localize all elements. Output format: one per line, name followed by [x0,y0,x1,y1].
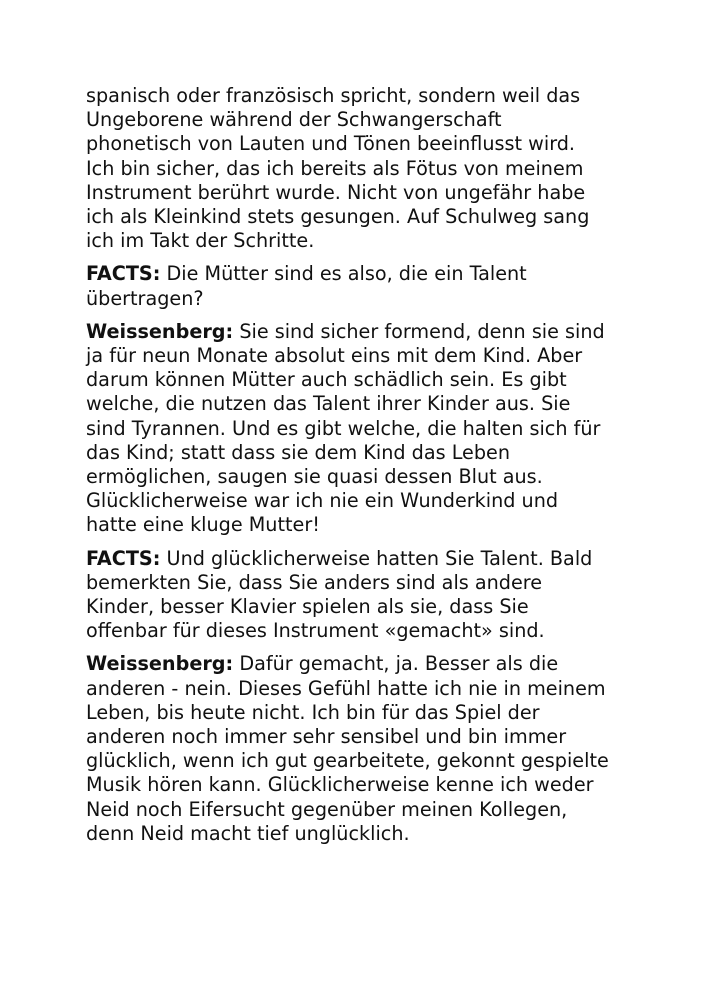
paragraph-continuation [86,84,634,253]
paragraph-facts-question [86,262,634,310]
text-line: phonetisch von Lauten und Tönen beeinflusst wird. [86,132,576,156]
text-line: Neid noch Eifersucht gegenüber meinen Kollegen, [86,797,568,821]
text-line: übertragen? [86,286,204,310]
speaker-label: FACTS: [86,262,161,286]
document-page [86,84,634,855]
line-text: Dafür gemacht, ja. Besser als die [233,652,559,676]
text-line: ich im Takt der Schritte. [86,229,315,253]
text-line [86,320,634,344]
text-line: darum können Mütter auch schädlich sein. Es gibt [86,368,567,392]
text-line: bemerkten Sie, dass Sie anders sind als andere [86,570,543,594]
text-line: sind Tyrannen. Und es gibt welche, die halten sich für [86,416,601,440]
text-line: Instrument berührt wurde. Nicht von ungefähr habe [86,180,586,204]
text-line [86,652,634,676]
text-line: Kinder, besser Klavier spielen als sie, dass Sie [86,595,529,619]
paragraph-facts-question [86,547,634,644]
text-line: Leben, bis heute nicht. Ich bin für das Spiel der [86,700,540,724]
line-text: Sie sind sicher formend, denn sie sind [233,319,605,343]
text-line: hatte eine kluge Mutter! [86,513,320,537]
text-line: Ungeborene während der Schwangerschaft [86,108,502,132]
paragraph-weissenberg-answer [86,652,634,846]
line-text: Die Mütter sind es also, die ein Talent [160,262,527,286]
text-line [86,547,634,571]
paragraph-weissenberg-answer [86,320,634,538]
text-line: welche, die nutzen das Talent ihrer Kinder aus. Sie [86,392,571,416]
text-line: ja für neun Monate absolut eins mit dem Kind. Aber [86,344,583,368]
speaker-label: Weissenberg: [86,319,234,343]
text-line: glücklich, wenn ich gut gearbeitete, gekonnt gespielte [86,749,609,773]
text-line [86,262,634,286]
text-line: offenbar für dieses Instrument «gemacht» sind. [86,619,545,643]
speaker-label: Weissenberg: [86,652,234,676]
text-line: anderen - nein. Dieses Gefühl hatte ich nie in meinem [86,676,606,700]
text-line: Ich bin sicher, das ich bereits als Fötus von meinem [86,156,584,180]
line-text: Und glücklicherweise hatten Sie Talent. Bald [160,546,593,570]
text-line: spanisch oder französisch spricht, sondern weil das [86,84,581,107]
text-line: Musik hören kann. Glücklicherweise kenne ich weder [86,773,594,797]
text-line: anderen noch immer sehr sensibel und bin immer [86,725,567,749]
speaker-label: FACTS: [86,546,161,570]
text-line: denn Neid macht tief unglücklich. [86,821,410,845]
text-line: ermöglichen, saugen sie quasi dessen Blut aus. [86,465,543,489]
text-line: ich als Kleinkind stets gesungen. Auf Schulweg sang [86,205,590,229]
text-line: das Kind; statt dass sie dem Kind das Leben [86,440,510,464]
text-line: Glücklicherweise war ich nie ein Wunderkind und [86,489,559,513]
